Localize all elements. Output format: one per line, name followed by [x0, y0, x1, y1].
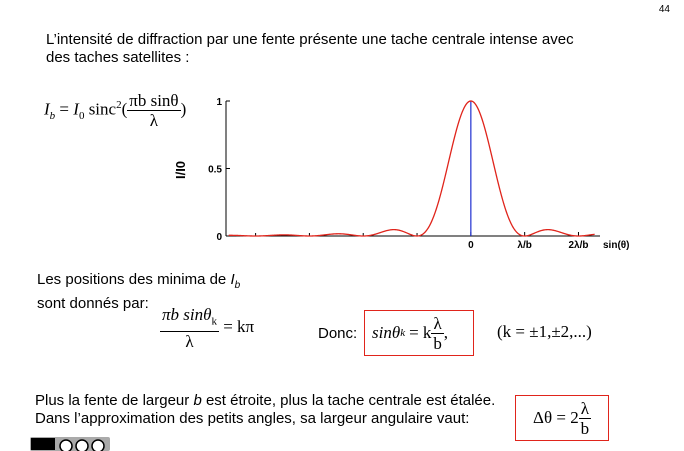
minima-fraction: [160, 305, 219, 351]
y-axis-label: I/I0: [173, 160, 188, 180]
intensity-curve: [229, 101, 595, 236]
formula-denominator: λ: [149, 111, 159, 130]
conclusion-var: b: [193, 392, 202, 409]
delta-lhs: Δθ = 2: [533, 408, 579, 427]
formula-eq: =: [59, 99, 70, 119]
donc-numerator: λ: [433, 313, 442, 333]
donc-condition: (k = ±1,±2,...): [497, 322, 592, 341]
formula-numerator: πb sinθ: [129, 91, 179, 110]
donc-comma: ,: [443, 323, 448, 342]
formula-fn: sinc: [88, 99, 117, 119]
formula-lhs: I: [44, 99, 50, 119]
x-axis-label: sin(θ): [603, 240, 630, 251]
intro-line-1: L’intensité de diffraction par une fente présente une tache centrale intense avec: [46, 31, 574, 48]
page-number: 44: [658, 4, 670, 15]
delta-denominator: b: [580, 418, 590, 438]
conclusion-line-1a: Plus la fente de largeur: [35, 392, 194, 409]
minima-var-sub: b: [234, 280, 241, 291]
minima-line-2: sont donnés par:: [37, 295, 149, 312]
donc-lhs: sinθ: [372, 323, 401, 342]
conclusion-line-1: [35, 392, 495, 410]
intensity-formula: $I_b = I_0$ sinc$^2$( $\frac{\text{πb sinθ}}{\lambda}$ ): [44, 91, 187, 130]
y-tick-label: 0: [216, 232, 222, 243]
donc-denominator: b: [433, 333, 442, 353]
conclusion-line-1b: est étroite, plus la tache centrale est étalée.: [201, 392, 496, 409]
y-tick-label: 1: [216, 97, 222, 108]
y-tick-label: 0.5: [208, 164, 222, 176]
x-tick-label: λ/b: [517, 240, 532, 251]
minima-line-1: [37, 271, 240, 295]
minima-denominator: λ: [185, 332, 194, 352]
conclusion-text: [35, 392, 495, 428]
x-tick-label: 0: [468, 240, 474, 251]
formula-exp: 2: [116, 98, 122, 111]
formula-coef-sub: 0: [78, 109, 85, 122]
delta-numerator: λ: [580, 398, 589, 418]
formula-lhs-sub: b: [49, 109, 56, 122]
minima-numerator: πb sinθ: [162, 305, 212, 324]
x-tick-label: 2λ/b: [568, 240, 589, 251]
minima-numerator-sub: k: [211, 315, 217, 328]
delta-result-box: [515, 395, 609, 441]
minima-formula: [160, 305, 254, 351]
license-badge-icon: [30, 437, 110, 451]
intro-line-2: des taches satellites :: [46, 49, 190, 66]
formula-coef: I: [73, 99, 79, 119]
donc-label: Donc:: [318, 325, 358, 342]
minima-line-1-text: Les positions des minima de: [37, 271, 231, 288]
delta-fraction: [579, 399, 591, 438]
minima-var: I: [230, 271, 235, 288]
minima-rhs: = kπ: [223, 317, 255, 337]
donc-lhs-sub: k: [400, 327, 406, 339]
donc-result-box: [364, 310, 474, 356]
donc-eq: = k: [409, 323, 432, 342]
conclusion-line-2: Dans l’approximation des petits angles, sa largeur angulaire vaut:: [35, 410, 470, 427]
donc-fraction: [431, 314, 443, 353]
